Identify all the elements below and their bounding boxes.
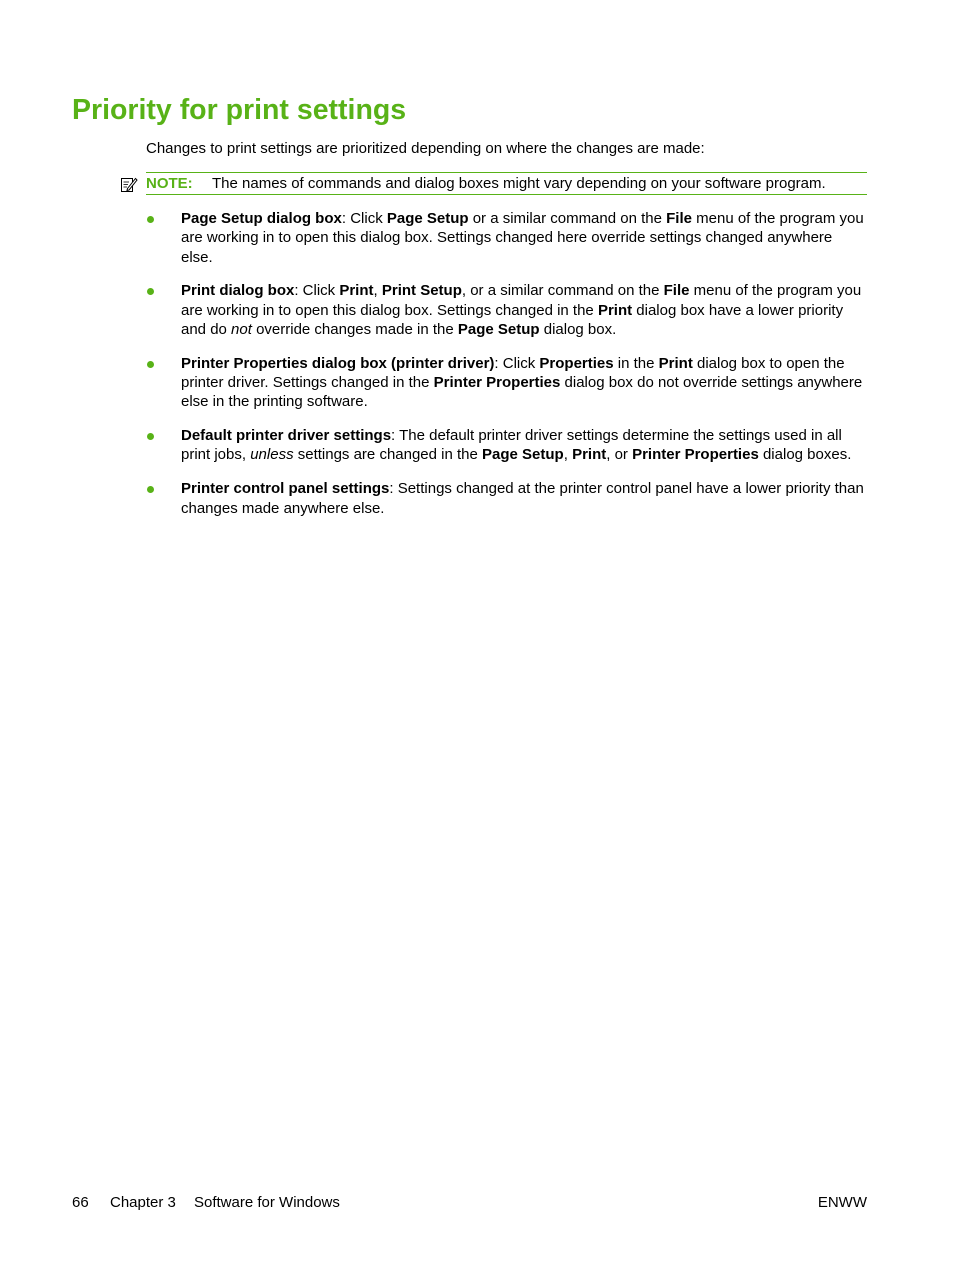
- text-run: menu of the program you are working in to open this dialog box. Settings changed here override settings changed anywhere else.: [181, 210, 864, 266]
- text-run: , or a similar command on the: [461, 282, 664, 300]
- page-number: 66: [72, 1194, 89, 1211]
- text-run: in the: [613, 354, 659, 372]
- bold-run: Print: [339, 282, 374, 300]
- page-title: Priority for print settings: [72, 94, 407, 126]
- list-item: [146, 426, 868, 465]
- text-run: ,: [373, 282, 382, 300]
- note-rule-bottom: [146, 194, 867, 195]
- text-run: dialog box do not override settings anywhere else in the printing software.: [181, 374, 863, 411]
- priority-list: [146, 209, 868, 532]
- text-run: settings are changed in the: [293, 446, 483, 464]
- text-run: : Settings changed at the printer control panel have a lower priority than changes made anywhere else.: [181, 480, 864, 517]
- list-item-text: [181, 209, 868, 267]
- text-run: ,: [563, 446, 573, 464]
- text-run: dialog box to open the printer driver. Settings changed in the: [181, 354, 845, 392]
- note-pencil-icon: [120, 175, 138, 193]
- bold-run: Print: [597, 301, 633, 319]
- text-run: : Click: [341, 210, 387, 227]
- note-label: NOTE:: [146, 175, 193, 192]
- bold-run: Page Setup: [386, 210, 469, 227]
- chapter-label: Chapter 3: [110, 1194, 176, 1211]
- list-item: [146, 281, 868, 339]
- text-run: dialog box.: [539, 320, 617, 338]
- text-run: : Click: [294, 282, 340, 300]
- bullet-icon: [147, 216, 154, 223]
- list-item-term: Default printer driver settings: [181, 427, 392, 445]
- list-item-text: [181, 479, 868, 518]
- italic-run: unless: [250, 446, 294, 464]
- list-item-term: Print dialog box: [181, 282, 295, 300]
- bold-run: Print: [658, 354, 693, 372]
- text-run: dialog box have a lower priority and do: [181, 301, 844, 338]
- bullet-icon: [147, 433, 154, 440]
- bold-run: Printer Properties: [632, 446, 759, 464]
- list-item-text: [181, 281, 868, 339]
- text-run: override changes made in the: [251, 320, 458, 338]
- note-rule-top: [146, 172, 867, 173]
- note-box: [118, 172, 867, 195]
- bold-run: Page Setup: [457, 320, 540, 338]
- bold-run: Print Setup: [381, 282, 462, 300]
- note-text: The names of commands and dialog boxes might vary depending on your software program.: [212, 175, 826, 192]
- text-run: : Click: [494, 354, 540, 372]
- list-item-term: Page Setup dialog box: [181, 210, 342, 227]
- bold-run: Page Setup: [482, 446, 564, 464]
- bullet-icon: [147, 486, 154, 493]
- text-run: , or: [606, 446, 633, 464]
- text-run: : The default printer driver settings determine the settings used in all print jobs,: [181, 427, 842, 464]
- text-run: dialog boxes.: [758, 446, 852, 464]
- text-run: or a similar command on the: [468, 210, 667, 227]
- footer-locale-code: ENWW: [817, 1194, 867, 1211]
- italic-run: not: [231, 320, 252, 338]
- bold-run: Print: [572, 446, 607, 464]
- list-item-term: Printer Properties dialog box (printer driver): [181, 354, 495, 372]
- list-item-term: Printer control panel settings: [181, 480, 390, 498]
- text-run: menu of the program you are working in to open this dialog box. Settings changed in the: [181, 282, 862, 319]
- bullet-icon: [147, 288, 154, 295]
- bold-run: Properties: [539, 354, 614, 372]
- bold-run: File: [666, 210, 692, 227]
- list-item: [146, 479, 868, 518]
- chapter-title: Software for Windows: [194, 1194, 340, 1211]
- list-item: [146, 209, 868, 267]
- bold-run: Printer Properties: [433, 374, 561, 392]
- list-item-text: [181, 354, 868, 412]
- list-item-text: [181, 426, 868, 465]
- intro-paragraph: Changes to print settings are prioritized depending on where the changes are made:: [146, 140, 705, 157]
- bullet-icon: [147, 361, 154, 368]
- list-item: [146, 354, 868, 412]
- bold-run: File: [663, 282, 690, 300]
